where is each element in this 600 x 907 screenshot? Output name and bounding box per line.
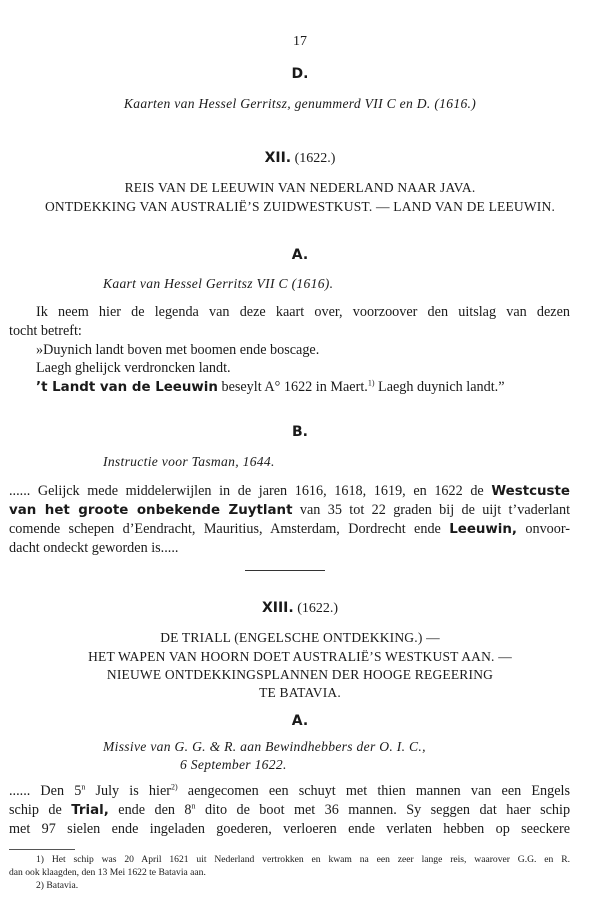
xii-b-line4: dacht ondeckt geworden is..... <box>9 540 179 556</box>
footnote-1-mark: 1) <box>36 854 44 865</box>
xii-a-line3: »Duynich landt boven met boomen ende boscage. <box>36 342 320 358</box>
chapter-xii-title-line2: ONTDEKKING VAN AUSTRALIË’S ZUIDWESTKUST. — LAND VAN DE LEEUWIN. <box>44 199 556 214</box>
xiii-a-line1-a-text: ...... Den 5 <box>9 783 82 799</box>
xii-b-line2 <box>9 502 570 519</box>
xii-a-line1-text: Ik neem hier de legenda van deze kaart over, voorzoover den uitslag van dezen <box>36 304 570 320</box>
xiii-a-line2-b-wrap <box>118 802 195 818</box>
section-xiii-a-subtitle-line2: 6 September 1622. <box>180 757 287 772</box>
footnote-2 <box>36 880 78 891</box>
xii-b-line2-text: van 35 tot 22 graden bij de uijt t’vaderlant <box>299 502 571 518</box>
xiii-a-line2-sup: n <box>191 801 196 811</box>
section-xii-a-subtitle: Kaart van Hessel Gerritsz VII C (1616). <box>103 276 334 291</box>
chapter-xiii-heading <box>0 600 600 617</box>
section-d-letter: D. <box>291 66 309 82</box>
xiii-a-line2-bold: Trial, <box>71 803 109 818</box>
xiii-a-line1-b <box>95 783 177 799</box>
page-number: 17 <box>293 34 307 49</box>
xii-b-line1-text: ...... Gelijck mede middelerwijlen in de jaren 1616, 1618, 1619, en 1622 de <box>9 483 484 499</box>
chapter-xiii-year: (1622.) <box>297 601 339 616</box>
xii-a-footnote-ref-1: 1) <box>367 378 375 388</box>
xii-a-line5-bold: ’t Landt van de Leeuwin <box>36 380 218 395</box>
chapter-xiii-title-line4: TE BATAVIA. <box>259 685 341 700</box>
xiii-a-line1-b-text: July is hier <box>95 783 171 799</box>
footnote-1-text: Het schip was 20 April 1621 uit Nederland vertrokken en kwam na een zeer lange reis, waarover G.G. en R. <box>51 854 570 865</box>
xiii-a-line3 <box>9 821 570 838</box>
footnote-1-line1 <box>36 854 570 865</box>
xii-b-line1 <box>9 483 570 500</box>
xii-a-line5-text: beseylt A° 1622 in Maert. <box>221 379 368 395</box>
chapter-xii-year: (1622.) <box>294 151 336 166</box>
xii-b-line3-end: onvoor- <box>525 521 571 537</box>
xiii-a-line2-b: ende den 8 <box>118 802 192 818</box>
xii-a-line1 <box>36 304 570 321</box>
chapter-xii-heading <box>0 150 600 167</box>
xiii-a-line1 <box>9 783 570 800</box>
chapter-xiii-title-line1: DE TRIALL (ENGELSCHE ONTDEKKING.) — <box>160 630 440 645</box>
xii-b-line3-text: comende schepen d’Eendracht, Mauritius, Amsterdam, Dordrecht ende <box>9 521 441 537</box>
footnote-2-mark: 2) <box>36 880 44 891</box>
xii-b-line3 <box>9 521 570 538</box>
footnote-1-line2: dan ook klaagden, den 13 Mei 1622 te Batavia aan. <box>9 867 206 878</box>
section-xii-a-letter: A. <box>291 247 309 263</box>
chapter-xiii-title-line3: NIEUWE ONTDEKKINGSPLANNEN DER HOOGE REGEERING <box>106 667 494 682</box>
chapter-xii-title-line1: REIS VAN DE LEEUWIN VAN NEDERLAND NAAR JAVA. <box>124 180 476 195</box>
xiii-a-line1-c: aengecomen een schuyt met thien mannen van een Engels <box>187 783 571 799</box>
chapter-xiii-title-line2: HET WAPEN VAN HOORN DOET AUSTRALIË’S WESTKUST AAN. — <box>88 649 512 664</box>
xii-a-line2: tocht betreft: <box>9 323 82 339</box>
xiii-a-footnote-ref-2: 2) <box>170 782 178 792</box>
section-xiii-a-letter: A. <box>291 713 309 729</box>
xiii-a-line1-a <box>9 783 85 799</box>
xii-a-line5 <box>36 379 505 396</box>
xiii-a-line2-c: dito de boot met 36 mannen. Sy seggen dat haer schip <box>204 802 571 818</box>
xiii-a-line2-a: schip de <box>9 802 62 818</box>
chapter-xiii-roman: XIII. <box>261 600 294 616</box>
xii-a-line5-end: Laegh duynich landt.” <box>378 379 505 395</box>
xii-b-line2-bold: van het groote onbekende Zuytlant <box>9 503 293 518</box>
chapter-xii-roman: XII. <box>264 150 292 166</box>
xii-b-line1-bold: Westcuste <box>491 484 571 499</box>
xii-a-line4: Laegh ghelijck verdroncken landt. <box>36 360 231 376</box>
section-xiii-a-subtitle-line1: Missive van G. G. & R. aan Bewindhebbers der O. I. C., <box>103 739 426 754</box>
footnote-rule <box>9 849 75 850</box>
section-xii-b-letter: B. <box>292 424 308 440</box>
xiii-a-line1-sup1: n <box>81 782 86 792</box>
section-divider <box>245 570 325 571</box>
xii-b-line3-bold: Leeuwin, <box>449 522 518 537</box>
xiii-a-line2 <box>9 802 570 819</box>
section-xii-b-subtitle: Instructie voor Tasman, 1644. <box>103 454 275 469</box>
xiii-a-line3-text: met 97 sielen ende ingeladen goederen, verloeren ende verlaten hebben op seeckere <box>9 821 570 837</box>
footnote-2-text: Batavia. <box>46 880 79 891</box>
section-d-subtitle: Kaarten van Hessel Gerritsz, genummerd VII C en D. (1616.) <box>123 96 477 111</box>
